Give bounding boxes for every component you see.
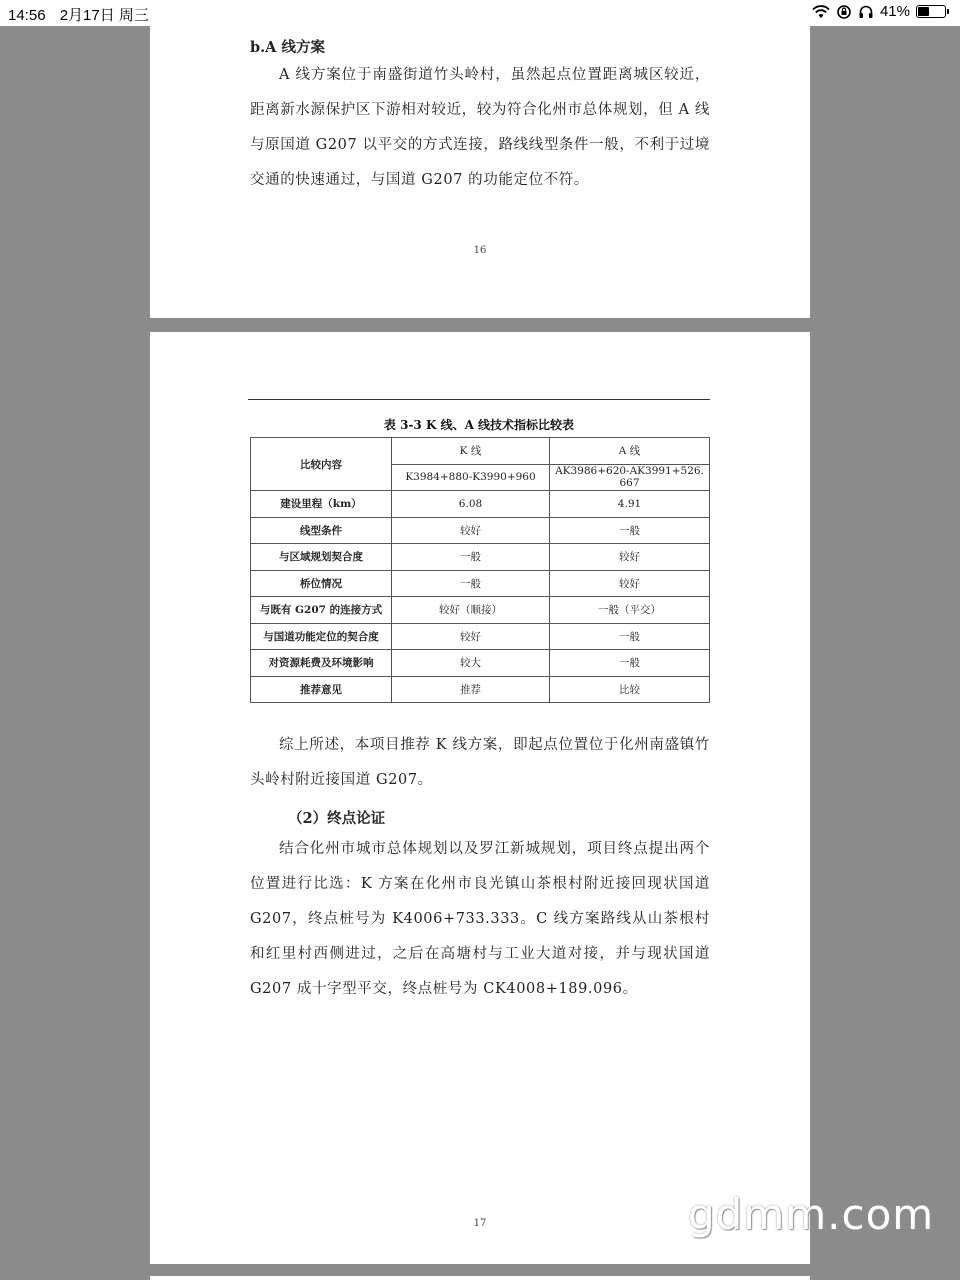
summary-paragraph: 综上所述，本项目推荐 K 线方案，即起点位置位于化州南盛镇竹头岭村附近接国道 G207。 xyxy=(250,737,710,788)
cell-k: 较好 xyxy=(392,623,550,650)
header-rule xyxy=(248,399,710,400)
table-row xyxy=(251,491,710,518)
page-number: 16 xyxy=(473,245,487,256)
table-row xyxy=(251,676,710,703)
cell-k: 较大 xyxy=(392,650,550,677)
section-heading: b.A 线方案 xyxy=(250,39,325,56)
status-date: 2月17日 周三 xyxy=(59,7,149,24)
cell-k: 较好 xyxy=(392,517,550,544)
table-header-a: A 线 xyxy=(550,438,710,465)
cell-k: 一般 xyxy=(392,570,550,597)
row-label: 建设里程（km） xyxy=(251,491,392,518)
row-label: 推荐意见 xyxy=(251,676,392,703)
table-range-k: K3984+880-K3990+960 xyxy=(392,464,550,491)
status-bar xyxy=(0,0,960,26)
table-row xyxy=(251,597,710,624)
body-paragraph: A 线方案位于南盛街道竹头岭村，虽然起点位置距离城区较近，距离新水源保护区下游相对较近，较为符合化州市总体规划，但 A 线与原国道 G207 以平交的方式连接，路线线型条件一般，不利于过境交通的快速通过，与国道 G207 的功能定位不符。 xyxy=(250,67,710,188)
cell-k: 一般 xyxy=(392,544,550,571)
table-row xyxy=(251,570,710,597)
table-row xyxy=(251,544,710,571)
page-number: 17 xyxy=(473,1218,487,1229)
row-label: 与既有 G207 的连接方式 xyxy=(251,597,392,624)
cell-a: 比较 xyxy=(550,676,710,703)
document-page-16 xyxy=(150,26,810,318)
document-viewer[interactable] xyxy=(0,26,960,1280)
table-range-a: AK3986+620-AK3991+526. 667 xyxy=(550,464,710,491)
battery-icon xyxy=(916,5,946,18)
battery-percent: 41% xyxy=(879,3,910,20)
orientation-lock-icon xyxy=(836,4,852,20)
document-page-next xyxy=(150,1276,810,1280)
headphones-icon xyxy=(858,4,874,20)
watermark-logo: gdmm.com xyxy=(688,1190,935,1239)
row-label: 线型条件 xyxy=(251,517,392,544)
table-title: 表 3-3 K 线、A 线技术指标比较表 xyxy=(383,418,575,432)
row-label: 对资源耗费及环境影响 xyxy=(251,650,392,677)
table-header-row xyxy=(251,438,710,465)
table-row xyxy=(251,650,710,677)
cell-a: 较好 xyxy=(550,570,710,597)
table-row xyxy=(251,517,710,544)
cell-a: 一般 xyxy=(550,623,710,650)
status-time: 14:56 xyxy=(8,7,46,24)
document-page-17 xyxy=(150,332,810,1264)
row-label: 与区域规划契合度 xyxy=(251,544,392,571)
comparison-table xyxy=(250,437,710,703)
wifi-icon xyxy=(812,5,830,19)
cell-k: 较好（顺接） xyxy=(392,597,550,624)
row-label: 与国道功能定位的契合度 xyxy=(251,623,392,650)
cell-a: 4.91 xyxy=(550,491,710,518)
body-paragraph: 结合化州市城市总体规划以及罗江新城规划，项目终点提出两个位置进行比选：K 方案在化州市良光镇山茶根村附近接回现状国道 G207，终点桩号为 K4006+733.333。C 线方案路线从山茶根村和红里村西侧进过，之后在高塘村与工业大道对接，并与现状国道 G207 成十字型平交，终点桩号为 CK4008+189.096。 xyxy=(250,841,710,997)
table-row xyxy=(251,623,710,650)
cell-a: 较好 xyxy=(550,544,710,571)
row-label: 桥位情况 xyxy=(251,570,392,597)
section-heading-endpoint: （2）终点论证 xyxy=(288,810,386,827)
table-header-label: 比较内容 xyxy=(251,438,392,491)
battery-level xyxy=(918,7,929,16)
table-header-k: K 线 xyxy=(392,438,550,465)
cell-a: 一般 xyxy=(550,517,710,544)
cell-a: 一般（平交） xyxy=(550,597,710,624)
cell-a: 一般 xyxy=(550,650,710,677)
cell-k: 6.08 xyxy=(392,491,550,518)
cell-k: 推荐 xyxy=(392,676,550,703)
